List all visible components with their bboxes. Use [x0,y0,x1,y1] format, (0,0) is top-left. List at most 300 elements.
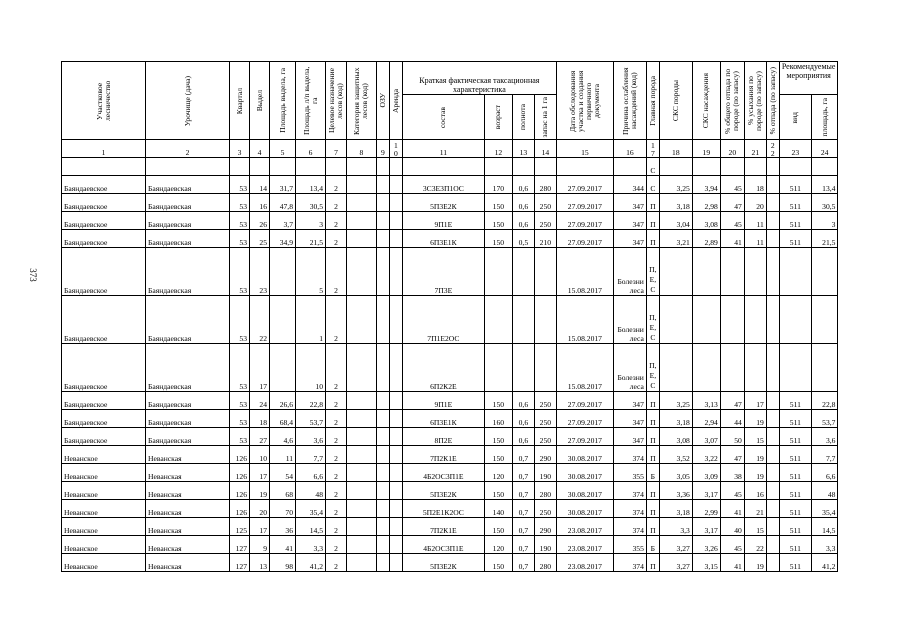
table-cell: 0,5 [512,230,534,248]
table-cell: Б [646,536,659,554]
page-number: 373 [27,268,38,282]
table-cell: 0,6 [512,410,534,428]
table-cell: 280 [534,176,556,194]
table-cell: Баяндаевское [62,392,146,410]
table-cell: 5П2Е1К2ОС [402,500,484,518]
table-row [62,230,838,248]
header-drying: % усыхания по породе (по запасу) [746,70,764,131]
table-cell [766,296,779,344]
table-cell [376,428,389,446]
table-cell: 511 [779,176,811,194]
table-cell: Баяндаевское [62,230,146,248]
column-number: 24 [811,140,838,158]
table-cell: 23.08.2017 [556,536,613,554]
table-cell: 3,7 [270,212,296,230]
column-number: 1 [62,140,146,158]
table-cell [389,500,402,518]
table-cell: Неванская [146,482,230,500]
table-cell [346,500,376,518]
table-cell: 98 [270,554,296,572]
table-row [62,464,838,482]
table-cell: 20 [744,194,766,212]
forest-health-table [61,61,838,572]
header-density: полнота [518,104,528,131]
table-cell: 3,3 [296,536,326,554]
table-cell [556,158,613,176]
table-cell: Неванское [62,464,146,482]
table-cell [766,536,779,554]
table-cell: 355 [613,536,646,554]
table-cell [766,194,779,212]
table-cell [346,212,376,230]
table-cell [376,212,389,230]
table-cell: 150 [484,392,512,410]
table-cell: Баяндаевское [62,212,146,230]
table-cell: 2 [326,410,347,428]
table-cell: 126 [230,500,250,518]
table-cell [766,446,779,464]
table-cell [659,248,692,296]
table-row [62,158,838,176]
table-cell: 36 [270,518,296,536]
table-row [62,410,838,428]
table-cell: 6П3Е1К [402,230,484,248]
table-cell: П [646,518,659,536]
table-cell: 48 [811,482,838,500]
table-cell [484,296,512,344]
table-cell: 30,5 [296,194,326,212]
table-cell: Неванская [146,500,230,518]
column-number: 21 [744,140,766,158]
table-cell [346,518,376,536]
table-cell: 11 [744,230,766,248]
table-cell [779,158,811,176]
table-cell [389,248,402,296]
table-cell: П [646,194,659,212]
table-cell [389,158,402,176]
table-cell [376,518,389,536]
table-cell: 3,3 [811,536,838,554]
table-cell: 15.08.2017 [556,296,613,344]
table-cell: Баяндаевское [62,344,146,392]
table-cell: Баяндаевская [146,212,230,230]
table-row [62,428,838,446]
table-cell [534,296,556,344]
table-cell: 41 [720,554,744,572]
table-cell [389,194,402,212]
table-cell: 0,6 [512,392,534,410]
table-cell: Неванская [146,518,230,536]
table-cell: С [646,158,659,176]
table-cell: 53 [230,410,250,428]
column-number: 9 [376,140,389,158]
table-cell: 511 [779,392,811,410]
table-cell [389,536,402,554]
table-cell: 3,15 [692,554,720,572]
column-number: 16 [613,140,646,158]
table-cell [779,344,811,392]
table-cell: 2,98 [692,194,720,212]
table-cell: 50 [720,428,744,446]
table-cell: 511 [779,536,811,554]
table-cell: П [646,212,659,230]
table-cell: 6,6 [811,464,838,482]
column-number: 20 [720,140,744,158]
table-cell [389,518,402,536]
table-cell [534,158,556,176]
table-cell: 68 [270,482,296,500]
table-cell: 19 [250,482,270,500]
table-cell: 150 [484,554,512,572]
table-cell: П [646,446,659,464]
table-cell: 45 [720,536,744,554]
table-cell: 30.08.2017 [556,500,613,518]
table-cell: 15 [744,518,766,536]
table-cell: 511 [779,554,811,572]
table-cell: 3,3 [659,518,692,536]
table-cell [659,158,692,176]
table-cell [766,464,779,482]
table-cell: Б [646,464,659,482]
table-cell [376,344,389,392]
table-cell: 21,5 [296,230,326,248]
table-cell: 3,25 [659,176,692,194]
table-cell [720,248,744,296]
table-cell: 27.09.2017 [556,176,613,194]
table-cell [389,410,402,428]
table-cell: 17 [250,344,270,392]
table-cell: 3,6 [811,428,838,446]
table-cell: 511 [779,518,811,536]
table-cell: 3,94 [692,176,720,194]
table-cell [766,428,779,446]
table-cell: С [646,176,659,194]
table-cell [250,158,270,176]
table-cell: 374 [613,446,646,464]
table-cell: 17 [250,518,270,536]
table-cell [512,344,534,392]
table-cell [270,158,296,176]
table-cell: 41 [720,230,744,248]
header-measure-area: площадь, га [819,98,829,137]
table-cell: 511 [779,464,811,482]
table-row [62,248,838,296]
table-cell: 44 [720,410,744,428]
table-cell: 511 [779,482,811,500]
table-cell: 150 [484,212,512,230]
table-cell [270,248,296,296]
table-cell: 5П3Е2К [402,482,484,500]
table-cell [720,158,744,176]
table-row [62,482,838,500]
table-cell [534,248,556,296]
table-cell: 347 [613,410,646,428]
table-cell: 3,18 [659,500,692,518]
table-cell: 53 [230,344,250,392]
table-cell: 14 [250,176,270,194]
table-cell: Баяндаевская [146,428,230,446]
header-composition: состав [438,106,448,128]
table-cell [389,554,402,572]
table-cell: 27 [250,428,270,446]
header-species-sks: СКС породы [670,80,680,122]
column-number: 6 [296,140,326,158]
table-cell: Неванская [146,554,230,572]
table-cell [811,344,838,392]
table-cell: 27.09.2017 [556,428,613,446]
table-cell: 27.09.2017 [556,194,613,212]
table-cell: 7П3Е [402,248,484,296]
table-row [62,296,838,344]
table-cell [230,158,250,176]
table-cell [346,344,376,392]
table-cell: П [646,482,659,500]
table-cell: 17 [250,464,270,482]
table-cell: 511 [779,212,811,230]
table-cell: 3,22 [692,446,720,464]
table-cell: 2 [326,518,347,536]
table-cell: 3,52 [659,446,692,464]
table-cell: 3 [811,212,838,230]
table-cell: 11 [744,212,766,230]
table-cell: 3,13 [692,392,720,410]
header-purpose: Целевое назначение лесов (код) [327,68,344,134]
table-cell: 2 [326,248,347,296]
table-row [62,194,838,212]
header-measure-type: вид [790,111,800,124]
table-row [62,554,838,572]
column-number: 18 [659,140,692,158]
table-cell: 19 [744,554,766,572]
table-cell: 0,6 [512,212,534,230]
table-cell: 7,7 [296,446,326,464]
table-cell: 20 [250,500,270,518]
table-cell: 3,17 [692,482,720,500]
table-cell: 41 [720,500,744,518]
table-cell [346,176,376,194]
table-cell: 0,7 [512,482,534,500]
column-number: 15 [556,140,613,158]
table-cell: 0,6 [512,194,534,212]
table-cell: 8П2Е [402,428,484,446]
header-forestry: Участковое лесничество [94,80,112,121]
table-cell: 15.08.2017 [556,344,613,392]
table-cell: Баяндаевская [146,344,230,392]
table-cell: 3,18 [659,194,692,212]
column-number: 5 [270,140,296,158]
table-cell: 250 [534,500,556,518]
table-cell: 3 [296,212,326,230]
table-cell: 140 [484,500,512,518]
table-cell: 127 [230,554,250,572]
table-cell: 35,4 [296,500,326,518]
table-cell: 53 [230,248,250,296]
header-stand-sks: СКС насаждения [701,73,711,129]
table-cell: 21 [744,500,766,518]
table-cell [376,500,389,518]
table-cell: 48 [296,482,326,500]
table-cell: 170 [484,176,512,194]
table-cell: 30.08.2017 [556,446,613,464]
table-cell [484,248,512,296]
table-cell: 7П2К1Е [402,518,484,536]
table-cell: 16 [744,482,766,500]
table-cell: 23.08.2017 [556,554,613,572]
table-cell: 2,99 [692,500,720,518]
table-cell [811,158,838,176]
table-cell [766,158,779,176]
table-cell: 250 [534,194,556,212]
header-inspection-date: Дата обследования участка и создания первичного документа [567,70,601,132]
table-cell: 125 [230,518,250,536]
table-cell [744,296,766,344]
table-cell: 53 [230,296,250,344]
table-cell: 4Б2ОС3П1Е [402,464,484,482]
table-cell: Баяндаевская [146,230,230,248]
table-cell [766,248,779,296]
table-cell [692,344,720,392]
table-cell: 120 [484,536,512,554]
table-cell: 47,8 [270,194,296,212]
table-cell [766,518,779,536]
table-cell [720,344,744,392]
table-cell: 3,27 [659,536,692,554]
table-cell: 45 [720,176,744,194]
table-cell: 3,17 [692,518,720,536]
table-cell: 45 [720,482,744,500]
table-cell: 0,6 [512,428,534,446]
table-cell: 10 [250,446,270,464]
table-cell: 2 [326,194,347,212]
table-cell: 6П2К2Е [402,344,484,392]
table-cell: 7,7 [811,446,838,464]
table-cell: 2 [326,464,347,482]
table-cell [376,230,389,248]
table-cell [659,344,692,392]
table-cell [389,482,402,500]
table-cell: 41 [270,536,296,554]
table-cell: Баяндаевское [62,296,146,344]
table-cell: 150 [484,446,512,464]
table-cell: 21,5 [811,230,838,248]
table-cell: 18 [250,410,270,428]
table-cell: 27.09.2017 [556,410,613,428]
table-cell: Баяндаевская [146,194,230,212]
table-cell [326,158,347,176]
table-cell: 7П2К1Е [402,446,484,464]
table-cell [346,428,376,446]
table-cell [512,296,534,344]
table-cell [346,296,376,344]
table-cell [270,344,296,392]
column-number: 3 [230,140,250,158]
table-cell: 53 [230,230,250,248]
table-cell: 2 [326,536,347,554]
table-cell: 25 [250,230,270,248]
table-cell: 41,2 [811,554,838,572]
table-cell: 2 [326,344,347,392]
table-cell: 0,7 [512,554,534,572]
table-cell [766,500,779,518]
header-main-species: Главная порода [647,75,657,126]
column-number: 1 7 [646,140,659,158]
table-cell [376,158,389,176]
table-cell: 190 [534,464,556,482]
table-row [62,176,838,194]
table-cell: 3,07 [692,428,720,446]
table-cell: 11 [270,446,296,464]
table-cell: 13,4 [296,176,326,194]
table-cell: 4,6 [270,428,296,446]
header-total-loss: % общего отпада по породе (по запасу) [723,68,741,134]
table-cell: 150 [484,518,512,536]
table-cell: 374 [613,518,646,536]
table-cell [346,446,376,464]
table-cell: 70 [270,500,296,518]
column-number: 1 0 [389,140,402,158]
table-cell: Баяндаевская [146,176,230,194]
table-cell [484,344,512,392]
column-number: 2 [146,140,230,158]
column-number: 2 2 [766,140,779,158]
table-cell: 53,7 [811,410,838,428]
column-number: 8 [346,140,376,158]
table-cell: Баяндаевское [62,428,146,446]
table-cell: 38 [720,464,744,482]
table-cell: 2 [326,212,347,230]
table-cell [484,158,512,176]
table-cell: 3,25 [659,392,692,410]
header-lp-area: Площадь л/п выдела, га [301,66,319,135]
table-cell: 13,4 [811,176,838,194]
column-number: 4 [250,140,270,158]
table-cell: 347 [613,230,646,248]
table-cell: 347 [613,428,646,446]
table-cell: 41,2 [296,554,326,572]
table-cell [720,296,744,344]
table-cell: Неванское [62,554,146,572]
table-cell [613,158,646,176]
table-cell: 126 [230,446,250,464]
table-cell: 23 [250,248,270,296]
table-cell [402,158,484,176]
table-cell: 190 [534,536,556,554]
table-cell [376,554,389,572]
table-cell: 374 [613,554,646,572]
table-cell: 160 [484,410,512,428]
column-number: 13 [512,140,534,158]
table-cell [692,248,720,296]
table-cell: 150 [484,230,512,248]
table-cell: 0,7 [512,446,534,464]
table-cell [270,296,296,344]
table-cell: 344 [613,176,646,194]
table-cell [389,212,402,230]
table-cell [346,158,376,176]
table-cell: 47 [720,194,744,212]
table-cell: 22,8 [296,392,326,410]
table-cell: 3,36 [659,482,692,500]
table-cell: Неванское [62,518,146,536]
table-cell: Неванская [146,464,230,482]
table-cell: 0,7 [512,536,534,554]
table-cell: Неванская [146,446,230,464]
table-cell: 355 [613,464,646,482]
table-cell [376,248,389,296]
table-cell: 511 [779,410,811,428]
table-cell [766,344,779,392]
table-cell: 45 [720,212,744,230]
